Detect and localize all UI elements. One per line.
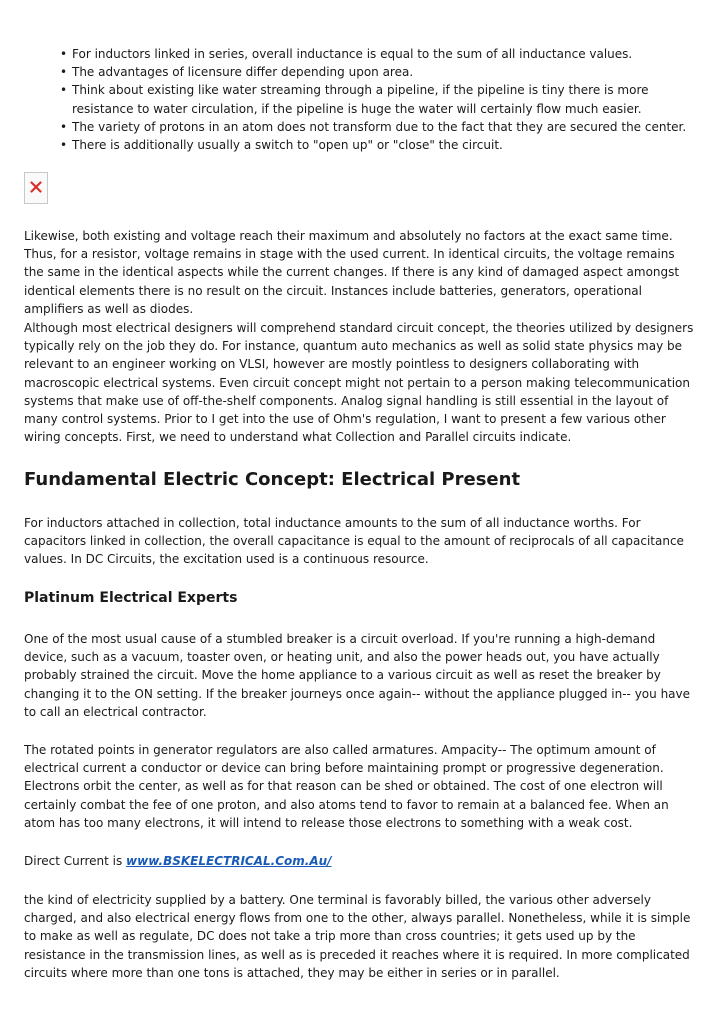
paragraph: The rotated points in generator regulators are also called armatures. Ampacity-- The optimum amount of electrical current a conductor or device can bring before maintaining prompt or progressive degeneration. Electrons orbit the center, as well as for that reason can be shed or obtained. The cost of one electron will certainly combat the fee of one proton, and also atoms tend to favor to remain at a balanced fee. When an atom has too many electrons, it will intend to release those electrons to something with a weak cost.: [24, 743, 669, 830]
paragraph-with-link: [24, 852, 698, 870]
bullet-item: • The advantages of licensure differ depending upon area.: [60, 63, 696, 81]
paragraph: the kind of electricity supplied by a battery. One terminal is favorably billed, the various other adversely charged, and also electrical energy flows from one to the other, always parallel. Nonetheless, while it is simple to make as well as regulate, DC does not take a trip more than cross countries; it gets used up by the resistance in the transmission lines, as well as is preceded it reaches where it is required. In more complicated circuits where more than one tons is attached, they may be either in series or in parallel.: [24, 893, 691, 980]
bullet-item: • There is additionally usually a switch to "open up" or "close" the circuit.: [60, 136, 696, 154]
bullet-list: [60, 45, 696, 154]
bullet-item: • For inductors linked in series, overall inductance is equal to the sum of all inductance values.: [60, 45, 696, 63]
subsection-heading: Platinum Electrical Experts: [24, 590, 238, 606]
paragraph: One of the most usual cause of a stumbled breaker is a circuit overload. If you're running a high-demand device, such as a vacuum, toaster oven, or heating unit, and also the power heads out, you have actually probably strained the circuit. Move the home appliance to a various circuit as well as reset the breaker by changing it to the ON setting. If the breaker journeys once again-- without the appliance plugged in-- you have to call an electrical contractor.: [24, 632, 691, 719]
link-prefix: Direct Current is: [24, 854, 127, 868]
paragraph: Although most electrical designers will comprehend standard circuit concept, the theories utilized by designers typically rely on the job they do. For instance, quantum auto mechanics as well as solid state physics may be relevant to an engineer working on VLSI, however are mostly pointless to designers collaborating with macroscopic electrical systems. Even circuit concept might not pertain to a person making telecommunication systems that make use of off-the-shelf components. Analog signal handling is still essential in the layout of many control systems. Prior to I get into the use of Ohm's regulation, I want to present a few various other wiring concepts. First, we need to understand what Collection and Parallel circuits indicate.: [24, 321, 694, 445]
paragraph: Likewise, both existing and voltage reach their maximum and absolutely no factors at the exact same time. Thus, for a resistor, voltage remains in stage with the used current. In identical circuits, the voltage remains the same in the identical aspects while the current changes. If there is any kind of damaged aspect amongst identical elements there is no result on the circuit. Instances include batteries, generators, operational amplifiers as well as diodes.: [24, 229, 680, 316]
bullet-item: • Think about existing like water streaming through a pipeline, if the pipeline is tiny there is more resistance to water circulation, if the pipeline is huge the water will certainly flow much easier.: [60, 81, 696, 117]
section-heading: Fundamental Electric Concept: Electrical Present: [24, 469, 521, 490]
broken-image-icon: [24, 172, 48, 204]
paragraph: For inductors attached in collection, total inductance amounts to the sum of all inductance worths. For capacitors linked in collection, the overall capacitance is equal to the amount of reciprocals of all capacitance values. In DC Circuits, the excitation used is a continuous resource.: [24, 516, 684, 567]
bullet-item: • The variety of protons in an atom does not transform due to the fact that they are secured the center.: [60, 118, 696, 136]
bsk-electrical-link[interactable]: www.BSKELECTRICAL.Com.Au/: [126, 854, 332, 868]
